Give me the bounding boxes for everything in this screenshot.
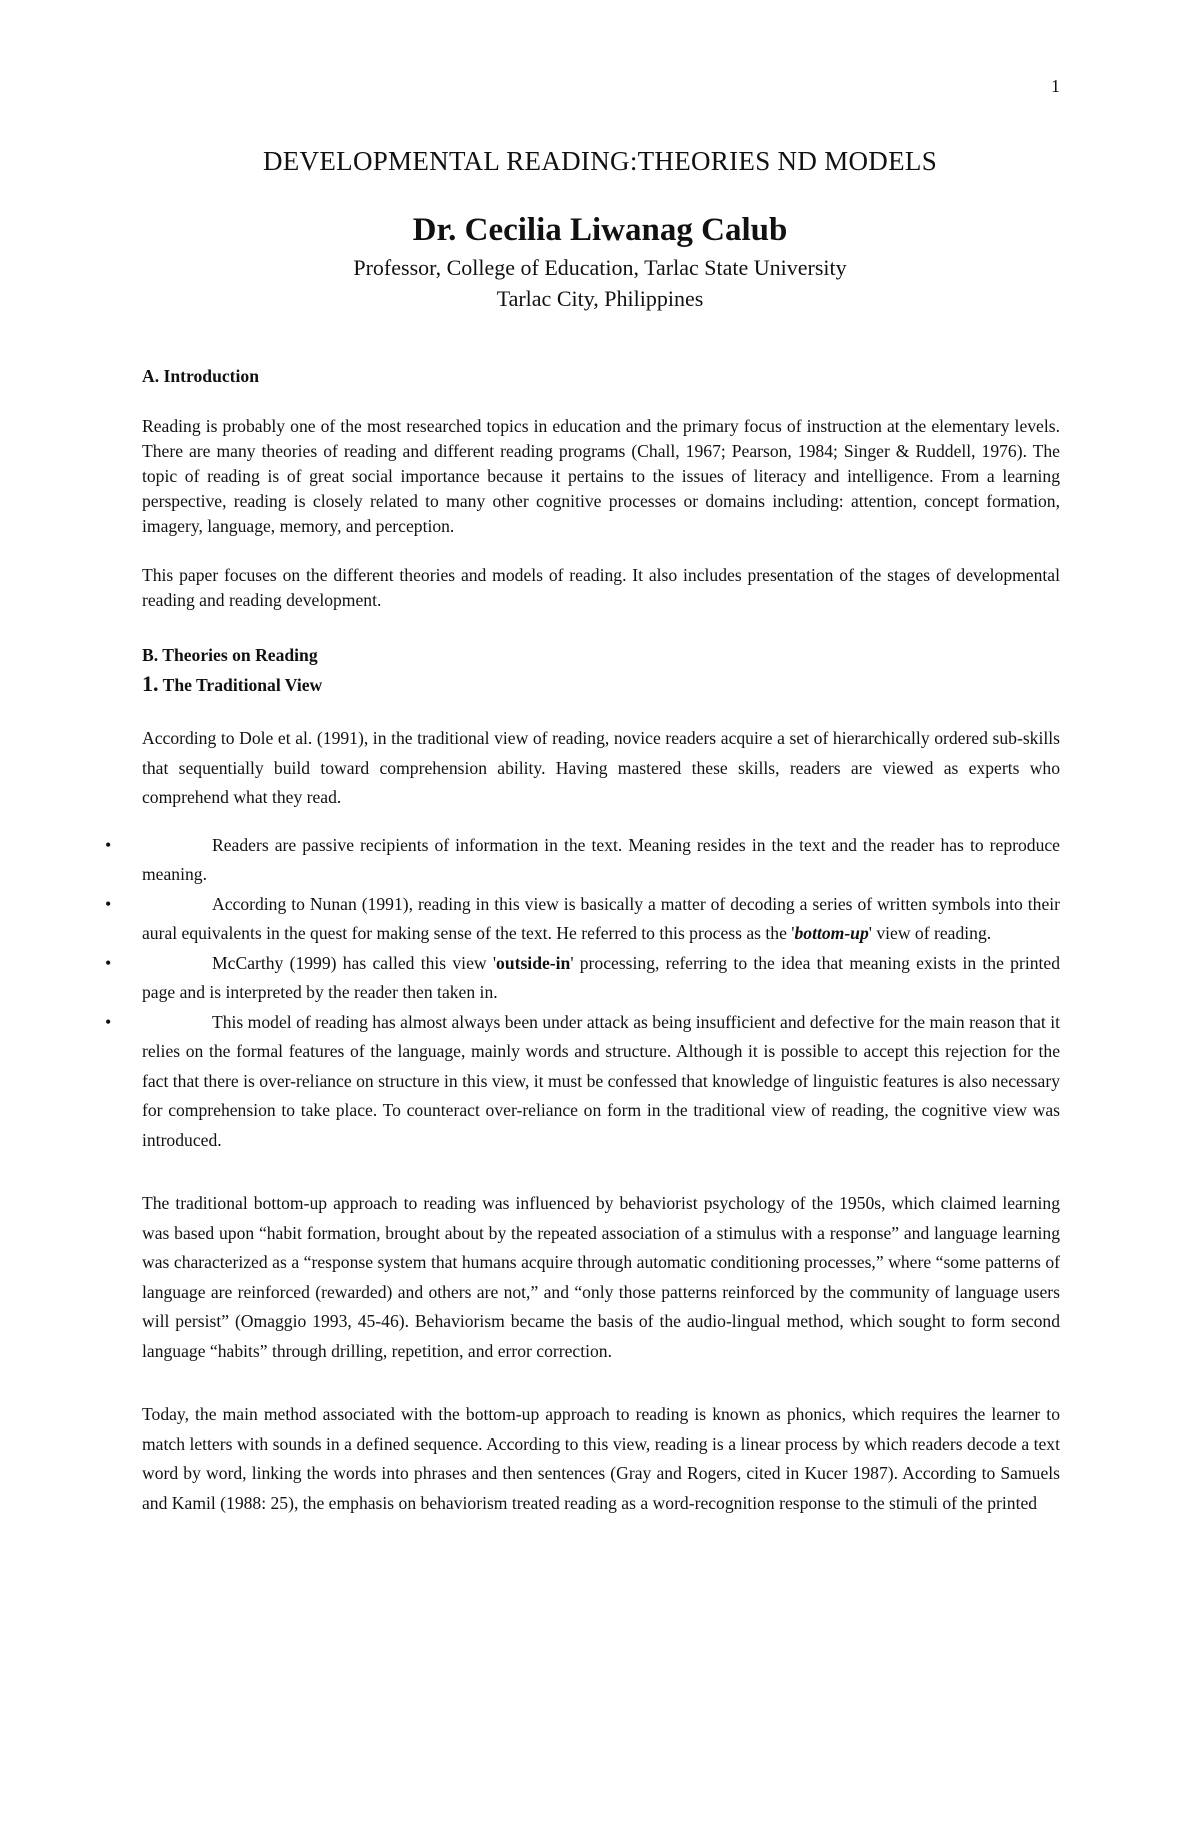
bullet-text: This model of reading has almost always been under attack as being insufficient and defective for the main reason that it relies on the formal features of the language, mainly words and structure. Although it is possible to accept this rejection for the fact that there is over-reliance on structure in this view, it must be confessed that knowledge of linguistic features is also necessary for comprehension to take place. To counteract over-reliance on form in the traditional view of reading, the cognitive view was introduced. xyxy=(142,1011,1060,1150)
bullet-text: Readers are passive recipients of information in the text. Meaning resides in the text and the reader has to reproduce meaning. xyxy=(142,834,1060,884)
bullet-text-end: ' processing, referring to the idea that meaning exists in the printed page and is interpreted by the reader then taken in. xyxy=(142,952,1060,1002)
author-block xyxy=(0,208,1200,314)
bullet-icon: • xyxy=(105,834,112,855)
subsection-title: The Traditional View xyxy=(162,675,323,695)
intro-paragraph-1: Reading is probably one of the most researched topics in education and the primary focus of instruction at the elementary levels. There are many theories of reading and different reading programs (Chall, 1967; Pearson, 1984; Singer & Ruddell, 1976). The topic of reading is of great social importance because it pertains to the issues of literacy and intelligence. From a learning perspective, reading is closely related to many other cognitive processes or domains including: attention, concept formation, imagery, language, memory, and perception. xyxy=(142,416,1060,536)
bullet-item xyxy=(105,1008,1060,1156)
traditional-view-paragraph: According to Dole et al. (1991), in the traditional view of reading, novice readers acquire a set of hierarchically ordered sub-skills that sequentially build toward comprehension ability. Having mastered these skills, readers are viewed as experts who comprehend what they read. xyxy=(142,728,1060,807)
phonics-paragraph: Today, the main method associated with the bottom-up approach to reading is known as phonics, which requires the learner to match letters with sounds in a defined sequence. According to this view, reading is a linear process by which readers decode a text word by word, linking the words into phrases and then sentences (Gray and Rogers, cited in Kucer 1987). According to Samuels and Kamil (1988: 25), the emphasis on behaviorism treated reading as a word-recognition response to the stimuli of the printed xyxy=(142,1404,1060,1513)
bullet-text-end: ' view of reading. xyxy=(868,923,992,943)
page-number: 1 xyxy=(1051,76,1060,96)
author-location: Tarlac City, Philippines xyxy=(496,286,704,311)
document-body xyxy=(105,362,1060,1518)
traditional-view-bullets xyxy=(105,831,1060,1156)
section-b-heading: B. Theories on Reading xyxy=(142,645,318,665)
bullet-item xyxy=(105,949,1060,1008)
outside-in-term: outside-in xyxy=(496,952,571,973)
bullet-text: According to Nunan (1991), reading in this view is basically a matter of decoding a series of written symbols into their aural equivalents in the quest for making sense of the text. He referred to this process as the ' xyxy=(142,893,1060,943)
section-a-heading: A. Introduction xyxy=(142,366,259,386)
bullet-text: McCarthy (1999) has called this view ' xyxy=(212,952,497,973)
bullet-icon: • xyxy=(105,952,112,973)
subsection-heading xyxy=(142,669,1060,700)
behaviorism-paragraph: The traditional bottom-up approach to reading was influenced by behaviorist psychology of the 1950s, which claimed learning was based upon “habit formation, brought about by the repeated association of a stimulus with a response” and language learning was characterized as a “response system that humans acquire through automatic conditioning processes,” where “some patterns of language are reinforced (rewarded) and others are not,” and “only those patterns reinforced by the community of language users will persist” (Omaggio 1993, 45-46). Behaviorism became the basis of the audio-lingual method, which sought to form second language “habits” through drilling, repetition, and error correction. xyxy=(142,1193,1060,1361)
bullet-icon: • xyxy=(105,893,112,914)
author-position: Professor, College of Education, Tarlac State University xyxy=(353,255,847,280)
bullet-icon: • xyxy=(105,1011,112,1032)
author-name: Dr. Cecilia Liwanag Calub xyxy=(412,212,788,248)
document-title: DEVELOPMENTAL READING:THEORIES ND MODELS xyxy=(262,146,938,176)
bullet-item xyxy=(105,890,1060,949)
intro-paragraph-2: This paper focuses on the different theories and models of reading. It also includes presentation of the stages of developmental reading and reading development. xyxy=(142,565,1060,610)
bottom-up-term: bottom-up xyxy=(794,923,869,943)
subsection-number: 1. xyxy=(142,671,159,696)
bullet-item xyxy=(105,831,1060,890)
